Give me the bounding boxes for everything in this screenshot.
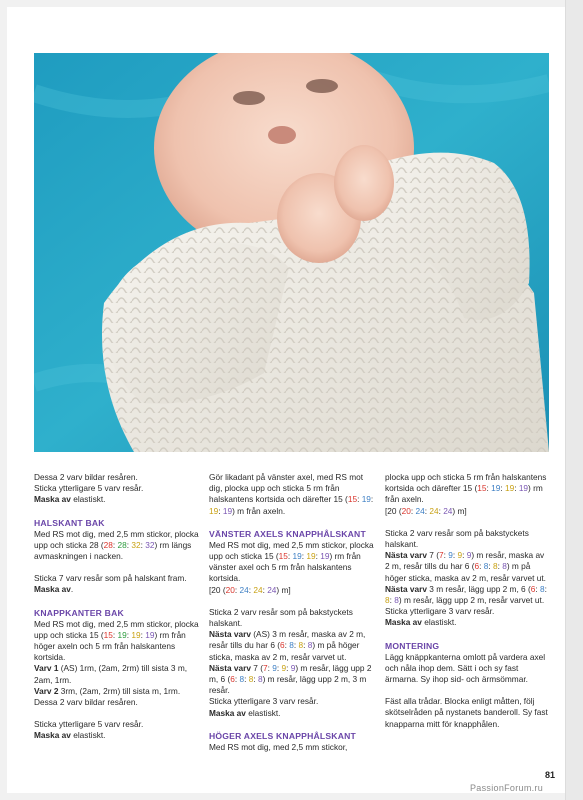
size-value: 7: [438, 550, 444, 561]
section-heading: VÄNSTER AXELS KNAPPHÅLSKANT: [209, 528, 366, 539]
page-edge: [565, 0, 583, 800]
size-value: 9: [457, 550, 463, 561]
text: Sticka ytterligare 3 varv resår.: [209, 696, 319, 707]
text: Dessa 2 varv bildar resåren.: [34, 472, 138, 482]
text-column-2: [209, 472, 375, 764]
text-column-3: [385, 472, 551, 741]
text: 3 m resår, lägg upp 2 m, 6 (: [426, 583, 531, 594]
size-value: 28: [117, 539, 127, 550]
text: Gör likadant på vänster axel, med RS mot dig, plocka upp och sticka 5 rm från halskantens kortsida och därefter 15 (: [209, 472, 364, 505]
text: (AS) 3 m resår, maska av 2 m, resår tills du har 6 (: [209, 629, 366, 651]
bold-instruction: Varv 2: [34, 685, 59, 696]
paragraph: Gör likadant på vänster axel, med RS mot dig, plocka upp och sticka 5 rm från halskantens kortsida och därefter 15 (15: 19: 19: 19) m från axeln.: [209, 472, 374, 516]
size-value: 8: [239, 674, 245, 685]
section-heading: HALSKANT BAK: [34, 517, 105, 528]
size-value: 24: [415, 505, 425, 516]
text: ) m resår, lägg upp 2 m, 3 m resår.: [209, 674, 367, 696]
text: Med RS mot dig, med 2,5 mm stickor, plocka upp och sticka 28 (: [34, 528, 199, 550]
text: 3rm, (2am, 2rm) till sista m, 1rm.: [58, 685, 181, 696]
paragraph: plocka upp och sticka 5 rm från halskantens kortsida och därefter 15 (15: 19: 19: 19) rm från axeln. [20 (20: 24: 24: 24) m]: [385, 472, 547, 516]
text: 7 (: [426, 550, 439, 561]
section-heading: HÖGER AXELS KNAPPHÅLSKANT: [209, 730, 356, 741]
text: ) m på höger sticka, maska av 2 m, resår varvet ut.: [209, 640, 360, 662]
size-value: 19: [145, 629, 155, 640]
baby-eye: [233, 91, 265, 105]
text: [20 (: [385, 505, 402, 516]
text: Med RS mot dig, med 2,5 mm stickor, plocka upp och sticka 15 (: [34, 618, 199, 640]
text: ) m resår, lägg upp 2 m, resår varvet ut.: [398, 595, 545, 606]
text: Med RS mot dig, med 2,5 mm stickor, plocka upp och sticka 15 (: [209, 539, 374, 562]
section-heading: KNAPPKANTER BAK: [34, 607, 124, 618]
size-value: 19: [491, 483, 501, 494]
paragraph: [209, 742, 375, 753]
text: ) m från axeln.: [232, 505, 286, 516]
paragraph: Med RS mot dig, med 2,5 mm stickor, plocka upp och sticka 28 (28: 28: 32: 32) rm längs avmaskningen i nacken.: [34, 528, 199, 562]
size-value: 6: [280, 640, 285, 651]
text: elastiskt.: [70, 730, 106, 741]
text: Dessa 2 varv bildar resåren.: [34, 697, 138, 708]
text: elastiskt.: [245, 707, 281, 718]
bold-instruction: Nästa varv: [385, 550, 427, 561]
text: elastiskt.: [421, 617, 457, 628]
size-value: 15: [477, 483, 487, 494]
size-value: 8: [492, 561, 498, 572]
text: Med RS mot dig, med 2,5 mm stickor,: [209, 741, 348, 752]
size-value: 9: [281, 662, 287, 673]
paragraph: [34, 573, 200, 595]
size-value: 8: [298, 640, 304, 651]
size-value: 28: [103, 539, 113, 550]
size-value: 19: [361, 494, 371, 505]
text: elastiskt.: [70, 494, 106, 505]
bold-instruction: Maska av: [34, 494, 71, 505]
size-value: 19: [222, 505, 233, 516]
size-value: 6: [530, 583, 536, 594]
text: Sticka ytterligare 5 varv resår.: [34, 483, 144, 494]
page-number: 81: [545, 770, 556, 780]
size-value: 7: [262, 662, 268, 673]
size-value: 24: [429, 505, 439, 516]
size-value: 8: [394, 595, 399, 606]
paragraph: Med RS mot dig, med 2,5 mm stickor, plocka upp och sticka 15 (15: 19: 19: 19) rm från vänster axel och 5 rm från halskantens kortsida. [20 (20: 24: 24: 24) m]: [209, 539, 374, 595]
text: ) m på höger sticka, maska av 2 m, resår varvet ut.: [385, 561, 546, 583]
text: Sticka 2 varv resår som på bakstyckets halskant.: [385, 527, 529, 550]
size-value: 32: [145, 539, 155, 550]
size-value: 8: [502, 561, 507, 572]
paragraph: Med RS mot dig, med 2,5 mm stickor, plocka upp och sticka 15 (15: 19: 19: 19) rm från höger axeln och 5 rm från halskantens kortsida. Varv 1 (AS) 1rm, (2am, 2rm) till sista 3 m, 2am, 1rm. Varv 2 3rm, (2am, 2rm) till sista m, 1rm. Dessa 2 varv bildar resåren.: [34, 618, 199, 708]
bold-instruction: Maska av: [34, 730, 71, 741]
size-value: 8: [483, 561, 489, 572]
section-heading: MONTERING: [385, 640, 440, 651]
size-value: 9: [466, 550, 472, 561]
size-value: 9: [448, 550, 453, 561]
size-value: 32: [131, 539, 141, 550]
size-value: 19: [504, 483, 515, 494]
size-value: 8: [289, 640, 294, 651]
size-value: 8: [248, 674, 254, 685]
paragraph: [34, 472, 200, 506]
baby-sweater-photo: [34, 53, 549, 452]
text: Sticka ytterligare 3 varv resår.: [385, 606, 495, 617]
bold-instruction: Nästa varv: [209, 662, 251, 673]
size-value: 19: [209, 505, 219, 516]
baby-mouth: [268, 126, 296, 144]
text: [20 (: [209, 584, 226, 595]
size-value: 20: [401, 505, 411, 516]
size-value: 8: [540, 583, 545, 594]
text: (AS) 1rm, (2am, 2rm) till sista 3 m, 2am, 1rm.: [34, 663, 188, 685]
bold-instruction: Maska av: [209, 707, 246, 718]
text: ) m]: [276, 584, 291, 595]
paragraph: Lägg knäppkanterna omlott på vardera axel och nåla ihop dem. Sätt i och sy fast ärmarna. Sy ihop sid- och ärmsömmar.: [385, 651, 546, 685]
size-value: 6: [230, 674, 235, 685]
size-value: 6: [474, 561, 480, 572]
text: plocka upp och sticka 5 rm från halskantens kortsida och därefter 15 (: [385, 472, 547, 494]
size-value: 19: [117, 629, 127, 640]
size-value: 24: [267, 584, 277, 595]
text: Sticka 2 varv resår som på bakstyckets halskant.: [209, 606, 353, 629]
size-value: 20: [225, 584, 235, 595]
size-value: 19: [306, 551, 316, 562]
text: ) rm från vänster axel och 5 rm från halskantens kortsida.: [209, 551, 361, 584]
size-value: 19: [292, 551, 302, 562]
text: Sticka 7 varv resår som på halskant fram.: [34, 573, 187, 584]
text: 7 (: [250, 662, 263, 673]
text: ) m]: [452, 505, 467, 516]
size-value: 19: [131, 629, 141, 640]
paragraph: Sticka 2 varv resår som på bakstyckets halskant. Nästa varv (AS) 3 m resår, maska av 2 m, resår tills du har 6 (6: 8: 8: 8) m på höger sticka, maska av 2 m, resår varvet ut. Nästa varv 7 (7: 9: 9: 9) m resår, lägg upp 2 m, 6 (6: 8: 8: 8) m resår, lägg upp 2 m, 3 m resår. Sticka ytterligare 3 varv resår. Maska av elastiskt.: [209, 606, 372, 718]
bold-instruction: Nästa varv: [385, 583, 427, 594]
text: .: [70, 584, 74, 595]
size-value: 9: [290, 662, 296, 673]
text: ) m resår, lägg upp 2 m, 6 (: [209, 662, 372, 685]
size-value: 19: [320, 551, 330, 562]
size-value: 8: [307, 640, 313, 651]
size-value: 15: [278, 551, 288, 562]
text: ) rm från axeln.: [385, 483, 543, 505]
bold-instruction: Maska av: [385, 617, 422, 628]
size-value: 15: [347, 494, 358, 505]
size-value: 15: [103, 629, 113, 640]
text-column-1: [34, 472, 200, 753]
size-value: 24: [443, 505, 453, 516]
size-value: 24: [253, 584, 263, 595]
size-value: 24: [239, 584, 249, 595]
paragraph: Sticka 2 varv resår som på bakstyckets halskant. Nästa varv 7 (7: 9: 9: 9) m resår, maska av 2 m, resår tills du har 6 (6: 8: 8: 8) m på höger sticka, maska av 2 m, resår varvet ut. Nästa varv 3 m resår, lägg upp 2 m, 6 (6: 8: 8: 8) m resår, lägg upp 2 m, resår varvet ut. Sticka ytterligare 3 varv resår. Maska av elastiskt.: [385, 527, 547, 628]
bold-instruction: Nästa varv: [209, 629, 251, 640]
size-value: 8: [257, 674, 263, 685]
paragraph: Fäst alla trådar. Blocka enligt måtten, följ skötselråden på nystanets banderoll. Sy fast knapparna mitt för knapphålen.: [385, 696, 548, 729]
baby-eye: [306, 79, 338, 93]
text: ) m resår, maska av 2 m, resår tills du har 6 (: [385, 550, 545, 572]
text: ) rm längs avmaskningen i nacken.: [34, 539, 192, 562]
size-value: 8: [385, 595, 390, 606]
paragraph: [34, 719, 200, 741]
baby-hand: [334, 145, 394, 221]
text: ) rm från höger axeln och 5 rm från halskantens kortsida.: [34, 629, 186, 663]
watermark: PassionForum.ru: [470, 783, 544, 793]
bold-instruction: Maska av: [34, 584, 71, 595]
size-value: 19: [518, 483, 529, 494]
bold-instruction: Varv 1: [34, 663, 59, 674]
text: Sticka ytterligare 5 varv resår.: [34, 719, 144, 730]
size-value: 9: [272, 662, 277, 673]
